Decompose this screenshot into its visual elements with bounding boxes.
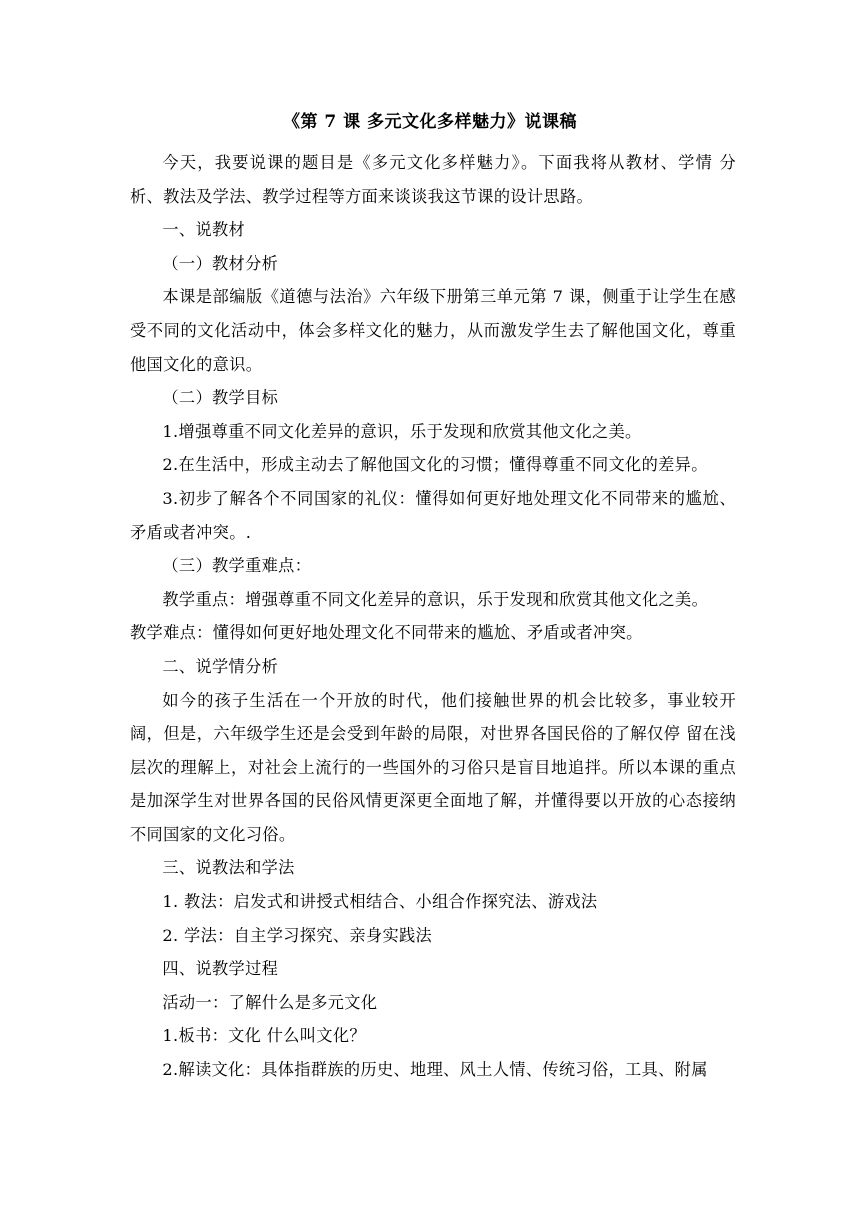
method-item-teaching: 1. 教法：启发式和讲授式相结合、小组合作探究法、游戏法	[162, 892, 598, 912]
activity-heading-1: 活动一：了解什么是多元文化	[162, 992, 378, 1012]
document-title: 《第 7 课 多元文化多样魅力》说课稿	[282, 112, 578, 132]
difficult-point-paragraph: 教学难点：懂得如何更好地处理文化不同带来的尴尬、矛盾或者冲突。	[130, 623, 643, 643]
subsection-heading-key-points: （三）教学重难点：	[162, 556, 312, 576]
section-heading-learners: 二、说学情分析	[162, 656, 279, 676]
objective-item-2: 2.在生活中，形成主动去了解他国文化的习惯；懂得尊重不同文化的差异。	[162, 455, 708, 475]
process-item-2: 2.解读文化：具体指群族的历史、地理、风土人情、传统习俗，工具、附属	[162, 1060, 708, 1080]
method-item-learning: 2. 学法：自主学习探究、亲身实践法	[162, 925, 433, 945]
subsection-heading-analysis: （一）教材分析	[162, 253, 279, 273]
intro-paragraph: 今天，我要说课的题目是《多元文化多样魅力》。下面我将从教材、学情 分析、教法及学法、教学过程等方面来谈谈我这节课的设计思路。	[130, 153, 736, 206]
objective-item-1: 1.增强尊重不同文化差异的意识，乐于发现和欣赏其他文化之美。	[162, 421, 642, 441]
section-heading-process: 四、说教学过程	[162, 959, 279, 979]
learner-analysis-paragraph: 如今的孩子生活在一个开放的时代，他们接触世界的机会比较多，事业较开阔，但是，六年级学生还是会受到年龄的局限，对世界各国民俗的了解仅停 留在浅层次的理解上，对社会上流行的一些国外的习俗只是盲目地追拌。所以本课的重点是加深学生对世界各国的民俗风情更深更全面地了解，并懂得要以开放的心态接纳不同国家的文化习俗。	[130, 690, 736, 844]
process-item-1: 1.板书：文化 什么叫文化？	[162, 1026, 366, 1046]
section-heading-textbook: 一、说教材	[162, 220, 246, 240]
objective-item-3: 3.初步了解各个不同国家的礼仪：懂得如何更好地处理文化不同带来的尴尬、矛盾或者冲突。.	[130, 488, 736, 542]
textbook-analysis-paragraph: 本课是部编版《道德与法治》六年级下册第三单元第 7 课，侧重于让学生在感受不同的文化活动中，体会多样文化的魅力，从而激发学生去了解他国文化，尊重他国文化的意识。	[130, 287, 736, 374]
subsection-heading-objectives: （二）教学目标	[162, 388, 279, 408]
key-point-paragraph: 教学重点：增强尊重不同文化差异的意识，乐于发现和欣赏其他文化之美。	[162, 589, 709, 609]
document-body	[130, 146, 736, 1087]
section-heading-methods: 三、说教法和学法	[162, 858, 295, 878]
